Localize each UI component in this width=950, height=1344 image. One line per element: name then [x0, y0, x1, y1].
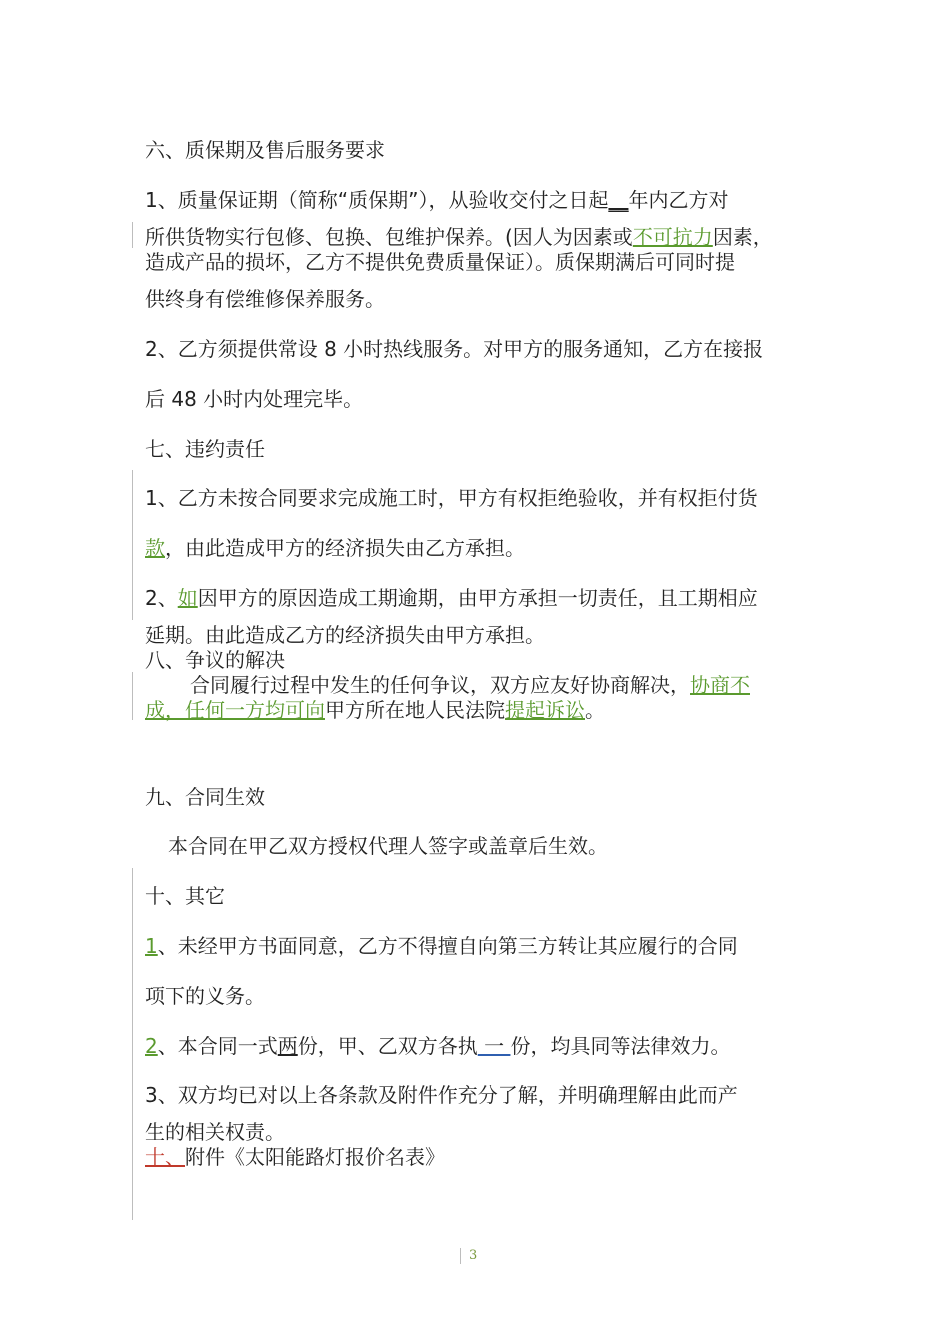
paragraph-line: 供终身有偿维修保养服务。: [145, 287, 385, 311]
text: 所供货物实行包修、包换、包维护保养。(因人为因素或: [145, 225, 633, 249]
link[interactable]: 协商不: [690, 673, 750, 697]
paragraph-line: 2、乙方须提供常设 8 小时热线服务。对甲方的服务通知，乙方在接报: [145, 337, 764, 361]
text: 因素，: [712, 225, 773, 249]
footer-rule: [460, 1248, 461, 1264]
link[interactable]: 如: [177, 586, 198, 610]
text: 。: [585, 698, 605, 722]
paragraph-line: 后 48 小时内处理完毕。: [145, 387, 364, 411]
paragraph-line: [145, 933, 815, 959]
text: 年内乙方对: [628, 188, 729, 212]
blank-field: 一: [477, 1034, 511, 1058]
link[interactable]: 提起诉讼: [505, 698, 585, 722]
paragraph-line: [145, 535, 815, 561]
text: 1、质量保证期（简称“质保期”），从验收交付之日起: [145, 188, 609, 212]
link[interactable]: 2: [145, 1034, 158, 1058]
paragraph-line: 生的相关权责。: [145, 1120, 285, 1144]
paragraph-line: 造成产品的损坏，乙方不提供免费质量保证）。质保期满后可同时提: [145, 250, 735, 274]
section-heading: 八、争议的解决: [145, 648, 285, 672]
paragraph-line: [145, 187, 815, 213]
paragraph-line: 3、双方均已对以上各条款及附件作充分了解，并明确理解由此而产: [145, 1083, 738, 1107]
section-heading: 十、其它: [145, 884, 225, 908]
paragraph-line: [145, 697, 815, 723]
tracked-change: 十、: [145, 1145, 185, 1169]
text: 、未经甲方书面同意，乙方不得擅自向第三方转让其应履行的合同: [157, 934, 738, 958]
text: 合同履行过程中发生的任何争议，双方应友好协商解决，: [190, 673, 690, 697]
margin-rule: [132, 868, 133, 1220]
text: ，由此造成甲方的经济损失由乙方承担。: [165, 536, 525, 560]
paragraph-line: 本合同在甲乙双方授权代理人签字或盖章后生效。: [168, 834, 608, 858]
text: 因甲方的原因造成工期逾期，由甲方承担一切责任，且工期相应: [197, 586, 758, 610]
text: 份，甲、乙双方各执: [297, 1034, 478, 1058]
paragraph-line: 延期。由此造成乙方的经济损失由甲方承担。: [145, 623, 545, 647]
paragraph-line: 1、乙方未按合同要求完成施工时，甲方有权拒绝验收，并有权拒付货: [145, 486, 758, 510]
margin-rule: [132, 672, 133, 720]
paragraph-line: [145, 585, 815, 611]
link[interactable]: 不可抗力: [632, 225, 713, 249]
blank-field: __: [608, 188, 629, 212]
margin-rule: [132, 470, 133, 620]
text: 、本合同一式: [157, 1034, 278, 1058]
paragraph-line: [190, 672, 815, 698]
link[interactable]: 成，任何一方均可向: [145, 698, 325, 722]
section-heading: 六、质保期及售后服务要求: [145, 138, 385, 162]
attachment-line: [145, 1144, 815, 1170]
paragraph-line: [145, 1033, 815, 1059]
text: 附件《太阳能路灯报价名表》: [185, 1145, 445, 1169]
link[interactable]: 1: [145, 934, 158, 958]
underlined-text: 两: [277, 1034, 298, 1058]
section-heading: 七、违约责任: [145, 437, 265, 461]
text: 2、: [145, 586, 178, 610]
paragraph-line: [145, 224, 815, 250]
text: 甲方所在地人民法院: [325, 698, 505, 722]
link[interactable]: 款: [145, 536, 165, 560]
paragraph-line: 项下的义务。: [145, 984, 265, 1008]
page-number: 3: [469, 1248, 478, 1263]
text: 份，均具同等法律效力。: [510, 1034, 731, 1058]
section-heading: 九、合同生效: [145, 785, 265, 809]
margin-rule: [132, 222, 133, 248]
